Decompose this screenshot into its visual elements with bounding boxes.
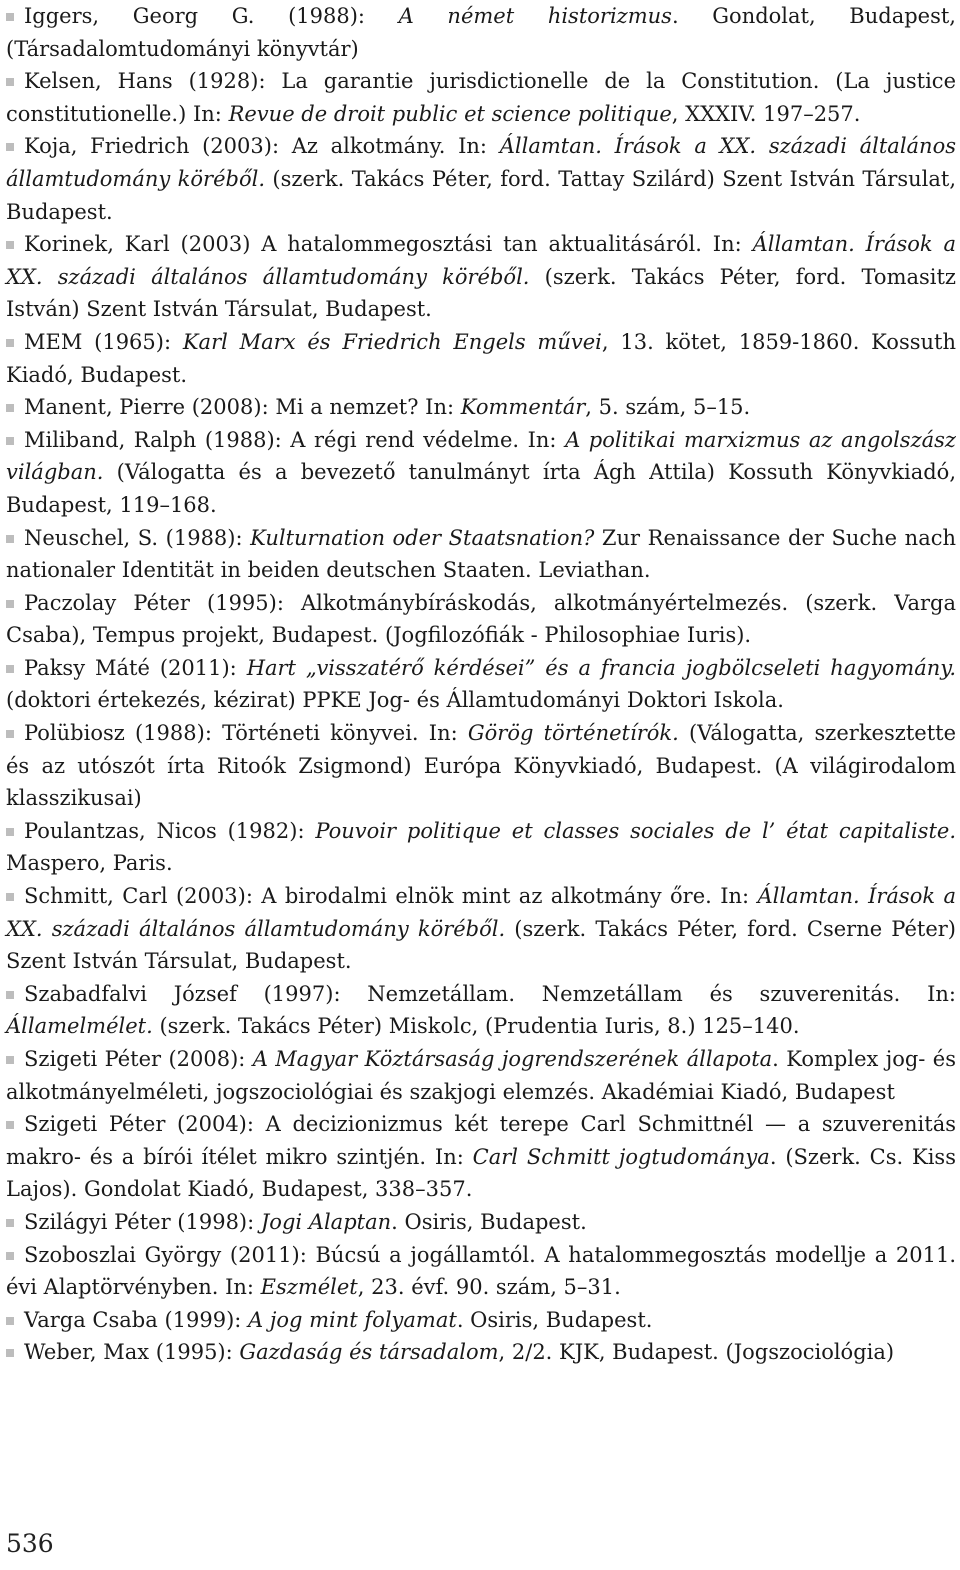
square-bullet-icon: [6, 1121, 14, 1129]
reference-text: Paksy Máté (2011):: [24, 655, 247, 680]
reference-list: [6, 0, 956, 1369]
square-bullet-icon: [6, 535, 14, 543]
reference-item: [6, 424, 956, 522]
reference-text: Szigeti Péter (2004): A decizionizmus két terepe Carl Schmittnél — a szuverenitás makro- és a bírói ítélet mikro szintjén. In:: [6, 1112, 956, 1169]
reference-text: . Osiris, Budapest.: [456, 1307, 653, 1332]
reference-item: [6, 130, 956, 228]
reference-title-italic: Jogi Alaptan: [260, 1209, 392, 1234]
reference-title-italic: A német historizmus: [398, 4, 672, 28]
reference-text: (szerk. Takács Péter, ford. Cserne Péter) Szent István Társulat, Budapest.: [6, 916, 956, 974]
reference-item: [6, 228, 956, 326]
reference-title-italic: Carl Schmitt jogtudománya: [472, 1144, 770, 1169]
square-bullet-icon: [6, 1252, 14, 1260]
reference-text: Maspero, Paris.: [6, 851, 173, 876]
reference-title-italic: Gazdaság és társadalom: [239, 1340, 499, 1365]
reference-text: Weber, Max (1995):: [24, 1340, 240, 1365]
reference-text: MEM (1965):: [24, 329, 183, 354]
reference-item: [6, 978, 956, 1043]
square-bullet-icon: [6, 339, 14, 347]
reference-text: . Gondolat, Budapest, (Társadalomtudományi könyvtár): [6, 4, 956, 61]
square-bullet-icon: [6, 241, 14, 249]
reference-text: Zur Renaissance der Suche nach nationaler Identität in beiden deutschen Staaten. Leviathan.: [6, 525, 956, 583]
reference-title-italic: Revue de droit public et science politique: [228, 101, 672, 126]
reference-title-italic: A jog mint folyamat: [248, 1307, 457, 1332]
reference-text: Szabadfalvi József (1997): Nemzetállam. Nemzetállam és szuverenitás. In:: [24, 981, 956, 1006]
reference-text: , 23. évf. 90. szám, 5–31.: [357, 1275, 621, 1300]
square-bullet-icon: [6, 730, 14, 738]
square-bullet-icon: [6, 828, 14, 836]
reference-title-italic: Karl Marx és Friedrich Engels művei: [182, 329, 602, 354]
reference-item: [6, 1239, 956, 1304]
reference-title-italic: A politikai marxizmus az angolszász világban.: [6, 427, 956, 485]
square-bullet-icon: [6, 1317, 14, 1325]
reference-title-italic: Kommentár: [460, 395, 586, 420]
square-bullet-icon: [6, 1219, 14, 1227]
reference-title-italic: A Magyar Köztársaság jogrendszerének állapota: [252, 1047, 773, 1071]
reference-item: [6, 1206, 956, 1239]
square-bullet-icon: [6, 437, 14, 445]
square-bullet-icon: [6, 13, 14, 21]
reference-item: [6, 326, 956, 391]
reference-text: , 13. kötet, 1859-1860. Kossuth Kiadó, Budapest.: [6, 329, 956, 387]
reference-item: [6, 1336, 956, 1369]
square-bullet-icon: [6, 143, 14, 151]
reference-text: (Válogatta és a bevezető tanulmányt írta Ágh Attila) Kossuth Könyvkiadó, Budapest, 119–168.: [6, 460, 956, 517]
reference-title-italic: Hart „visszatérő kérdései” és a francia jogbölcseleti hagyomány.: [246, 655, 956, 680]
reference-title-italic: Államtan. Írások a XX. századi általános államtudomány köréből.: [6, 884, 956, 941]
square-bullet-icon: [6, 1056, 14, 1064]
reference-text: (szerk. Takács Péter, ford. Tattay Szilárd) Szent István Társulat, Budapest.: [6, 166, 956, 224]
reference-text: Schmitt, Carl (2003): A birodalmi elnök mint az alkotmány őre. In:: [24, 884, 758, 909]
reference-text: , 5. szám, 5–15.: [585, 395, 751, 420]
reference-text: Neuschel, S. (1988):: [24, 525, 251, 550]
reference-item: [6, 0, 956, 65]
reference-text: Korinek, Karl (2003) A hatalommegosztási tan aktualitásáról. In:: [24, 232, 753, 257]
reference-text: . (Szerk. Cs. Kiss Lajos). Gondolat Kiadó, Budapest, 338–357.: [6, 1144, 956, 1202]
reference-item: [6, 815, 956, 880]
reference-item: [6, 1108, 956, 1206]
reference-item: [6, 652, 956, 717]
reference-text: Polübiosz (1988): Történeti könyvei. In:: [24, 721, 468, 746]
reference-text: Manent, Pierre (2008): Mi a nemzet? In:: [24, 395, 461, 420]
square-bullet-icon: [6, 665, 14, 673]
reference-title-italic: Államelmélet.: [6, 1014, 153, 1039]
reference-title-italic: Pouvoir politique et classes sociales de l’ état capitaliste.: [315, 818, 956, 843]
reference-text: , XXXIV. 197–257.: [671, 101, 861, 126]
reference-item: [6, 717, 956, 815]
reference-text: Koja, Friedrich (2003): Az alkotmány. In:: [24, 134, 500, 159]
reference-item: [6, 880, 956, 978]
reference-text: . Komplex jog- és alkotmányelméleti, jogszociológiai és szakjogi elemzés. Akadémiai Kiadó, Budapest: [6, 1047, 956, 1104]
reference-text: Paczolay Péter (1995): Alkotmánybíráskodás, alkotmányértelmezés. (szerk. Varga Csaba), Tempus projekt, Budapest. (Jogfilozófiák - Philosophiae Iuris).: [6, 590, 956, 648]
reference-text: Szoboszlai György (2011): Búcsú a jogállamtól. A hatalommegosztás modellje a 2011. évi Alaptörvényben. In:: [6, 1242, 956, 1300]
reference-text: Iggers, Georg G. (1988):: [24, 4, 399, 28]
page-number: 536: [6, 1529, 54, 1558]
square-bullet-icon: [6, 1349, 14, 1357]
square-bullet-icon: [6, 404, 14, 412]
reference-text: Kelsen, Hans (1928): La garantie jurisdictionelle de la Constitution. (La justice constitutionelle.) In:: [6, 69, 956, 126]
square-bullet-icon: [6, 600, 14, 608]
reference-item: [6, 1043, 956, 1108]
square-bullet-icon: [6, 991, 14, 999]
reference-text: (szerk. Takács Péter, ford. Tomasitz István) Szent István Társulat, Budapest.: [6, 264, 956, 322]
reference-text: . Osiris, Budapest.: [391, 1209, 587, 1234]
reference-item: [6, 522, 956, 587]
reference-text: Miliband, Ralph (1988): A régi rend védelme. In:: [24, 427, 566, 452]
reference-text: (doktori értekezés, kézirat) PPKE Jog- és Államtudományi Doktori Iskola.: [6, 688, 784, 713]
reference-title-italic: Államtan. Írások a XX. századi általános államtudomány köréből.: [6, 134, 956, 191]
reference-text: Szigeti Péter (2008):: [24, 1047, 253, 1071]
reference-text: Varga Csaba (1999):: [24, 1307, 249, 1332]
reference-item: [6, 65, 956, 130]
reference-text: , 2/2. KJK, Budapest. (Jogszociológia): [498, 1340, 895, 1365]
reference-text: Poulantzas, Nicos (1982):: [24, 818, 316, 843]
reference-title-italic: Eszmélet: [260, 1275, 358, 1300]
square-bullet-icon: [6, 78, 14, 86]
reference-item: [6, 391, 956, 424]
reference-title-italic: Kulturnation oder Staatsnation?: [250, 525, 595, 550]
reference-text: Szilágyi Péter (1998):: [24, 1209, 261, 1234]
reference-text: (szerk. Takács Péter) Miskolc, (Prudentia Iuris, 8.) 125–140.: [152, 1014, 800, 1039]
reference-title-italic: Államtan. Írások a XX. századi általános államtudomány köréből.: [6, 232, 957, 289]
square-bullet-icon: [6, 893, 14, 901]
reference-title-italic: Görög történetírók.: [467, 721, 679, 746]
reference-text: (Válogatta, szerkesztette és az utószót írta Ritoók Zsigmond) Európa Könyvkiadó, Budapest. (A világirodalom klasszikusai): [6, 721, 957, 811]
reference-item: [6, 1304, 956, 1337]
reference-item: [6, 587, 956, 652]
